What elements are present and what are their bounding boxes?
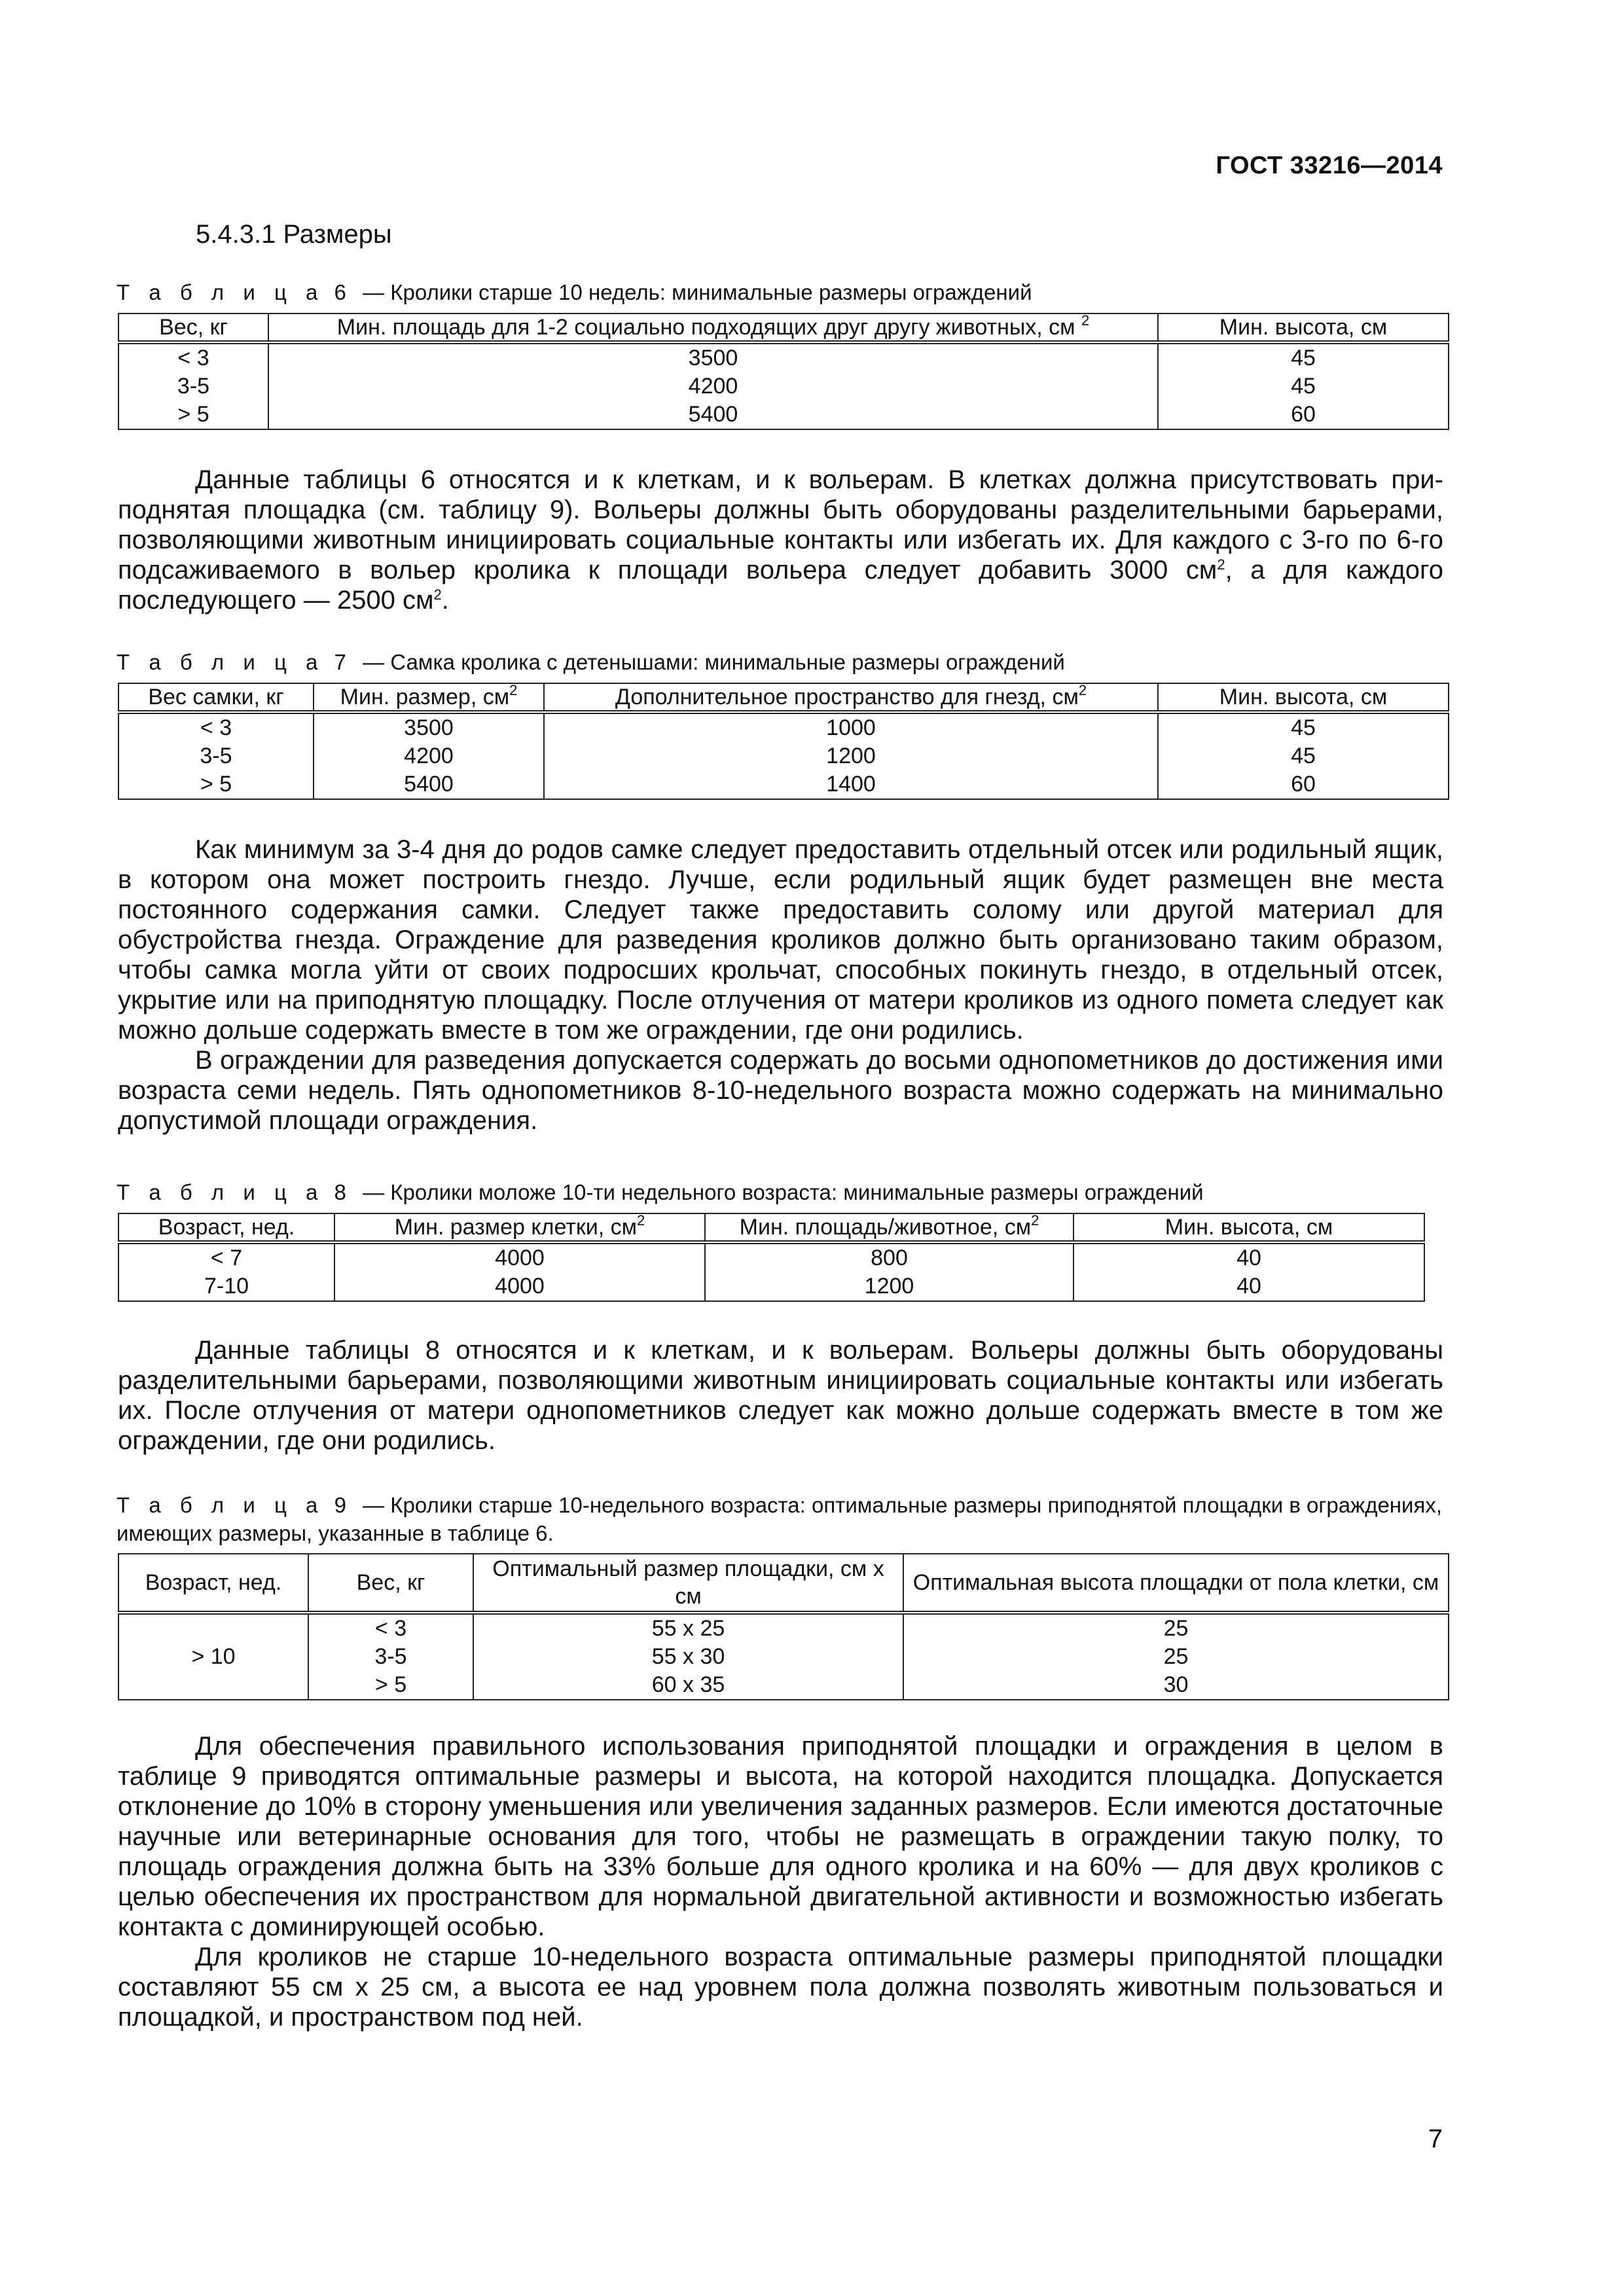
table-cell: 3500 xyxy=(268,342,1158,372)
table-row xyxy=(118,1613,1449,1643)
superscript: 2 xyxy=(1031,1212,1039,1229)
table6-label: Т а б л и ц а xyxy=(117,280,325,304)
table-cell: 1000 xyxy=(544,712,1158,742)
table-header-row xyxy=(118,683,1449,712)
paragraph-text-mid: , а для каждого последующего — 2500 см xyxy=(118,556,1444,615)
table-cell: 3-5 xyxy=(118,742,314,770)
paragraph-text: Данные таблицы 8 относятся и к клеткам, и к вольерам. Вольеры должны быть оборудованы разделительными барьерами, позволяющими животным инициировать социальные контакты или избегать их. После отлучения от матери однопометников следует как можно дольше содержать вместе в том же ограждении, где они родились. xyxy=(118,1336,1443,1455)
table-cell: 40 xyxy=(1074,1272,1424,1301)
superscript: 2 xyxy=(433,586,442,603)
table-cell: 5400 xyxy=(314,770,544,799)
table-cell: 60 xyxy=(1158,401,1449,429)
table-cell: 3-5 xyxy=(308,1643,473,1671)
table-header-row xyxy=(118,314,1449,342)
paragraph-3 xyxy=(118,1335,1443,1456)
table-header-cell: Оптимальный размер площадки, см х см xyxy=(473,1554,903,1613)
table-header-cell: Возраст, нед. xyxy=(118,1213,334,1242)
table-header-text: Мин. площадь/животное, см xyxy=(739,1215,1032,1240)
table-header-text: Мин. размер клетки, см xyxy=(394,1215,637,1240)
table-header-cell xyxy=(334,1213,705,1242)
table8 xyxy=(118,1213,1425,1302)
table-cell: > 5 xyxy=(308,1671,473,1700)
table9-label: Т а б л и ц а xyxy=(117,1493,325,1517)
table-cell: 45 xyxy=(1158,712,1449,742)
paragraph-text-end: . xyxy=(441,586,449,615)
table8-label: Т а б л и ц а xyxy=(117,1180,325,1204)
paragraph-text: Как минимум за 3-4 дня до родов самке следует предоставить отдельный отсек или родильный ящик, в котором она может построить гнездо. Лучше, если родильный ящик будет размещен вне места постоянного содержания самки. Следует также предоставить солому или другой материал для обустройства гнезда. Ограждение для разведения кроликов должно быть организовано таким образом, чтобы самка могла уйти от своих подросших крольчат, способных покинуть гнездо, в отдельный отсек, укрытие или на приподнятую площадку. После отлучения от матери кроликов из одного помета следует как можно дольше содержать вместе в том же ограждении, где они родились. xyxy=(118,835,1443,1045)
table9-title: — Кролики старше 10-недельного возраста: оптимальные размеры приподнятой площадки в ограждениях, имеющих размеры, указанные в таблице 6. xyxy=(117,1493,1442,1545)
table-header-cell: Вес, кг xyxy=(308,1554,473,1613)
paragraph-text-start: Данные таблицы 6 относятся и к клеткам, и к вольерам. В клетках должна присутствовать приподнятая площадка (см. таблицу 9). Вольеры должны быть оборудованы разделительными барьерами, позволяющими животным инициировать социальные контакты или избегать их. Для каждого с 3-го по 6-го подсаживаемого в вольер кролика к площади вольера следует добавить 3000 см xyxy=(118,465,1443,584)
table-header-cell xyxy=(268,314,1158,342)
table-cell: 4200 xyxy=(268,372,1158,401)
table-header-text: Дополнительное пространство для гнезд, см xyxy=(615,685,1079,709)
table-cell: 1200 xyxy=(705,1272,1074,1301)
table-header-cell xyxy=(705,1213,1074,1242)
table-cell: 40 xyxy=(1074,1242,1424,1272)
table6-number: 6 xyxy=(334,280,353,304)
table-header-cell xyxy=(314,683,544,712)
table-row xyxy=(118,401,1449,429)
table-row xyxy=(118,342,1449,372)
table-row xyxy=(118,1242,1424,1272)
table-row xyxy=(118,712,1449,742)
page-number: 7 xyxy=(1428,2125,1443,2153)
table-cell: 3500 xyxy=(314,712,544,742)
paragraph-text: Для кроликов не старше 10-недельного возраста оптимальные размеры приподнятой площадки составляют 55 см х 25 см, а высота ее над уровнем пола должна позволять животным пользоваться и площадкой, и пространством под ней. xyxy=(118,1943,1443,2032)
paragraph-text: Для обеспечения правильного использования приподнятой площадки и ограждения в целом в таблице 9 приводятся оптимальные размеры и высота, на которой находится площадка. Допускается отклонение до 10% в сторону уменьшения или увеличения заданных размеров. Если имеются достаточные научные или ветеринарные основания для того, чтобы не размещать в ограждении такую полку, то площадь ограждения должна быть на 33% больше для одного кролика и на 60% — для двух кроликов с целью обеспечения их пространством для нормальной двигательной активности и возможностью избегать контакта с доминирующей особью. xyxy=(118,1732,1443,1941)
table-header-row xyxy=(118,1213,1424,1242)
superscript: 2 xyxy=(636,1212,645,1229)
table-row xyxy=(118,372,1449,401)
table-cell: < 3 xyxy=(118,712,314,742)
table-header-text: Мин. размер, см xyxy=(340,685,510,709)
table-cell: 5400 xyxy=(268,401,1158,429)
table-header-cell: Мин. высота, см xyxy=(1158,683,1449,712)
superscript: 2 xyxy=(1078,682,1087,698)
table-cell: 60 xyxy=(1158,770,1449,799)
table7-label: Т а б л и ц а xyxy=(117,650,325,674)
table-cell: < 3 xyxy=(308,1613,473,1643)
table8-number: 8 xyxy=(334,1180,353,1204)
table-cell: 45 xyxy=(1158,372,1449,401)
table-cell: > 5 xyxy=(118,401,268,429)
table6-title: — Кролики старше 10 недель: минимальные размеры ограждений xyxy=(363,280,1032,304)
table-cell: 4000 xyxy=(334,1242,705,1272)
table-cell: < 3 xyxy=(118,342,268,372)
table-cell: 25 xyxy=(903,1613,1449,1643)
table-header-cell xyxy=(544,683,1158,712)
table-cell: 4200 xyxy=(314,742,544,770)
table6 xyxy=(118,313,1449,430)
table-header-cell: Оптимальная высота площадки от пола клетки, см xyxy=(903,1554,1449,1613)
table-header-cell: Мин. высота, см xyxy=(1074,1213,1424,1242)
table-cell: 60 х 35 xyxy=(473,1671,903,1700)
table-header-row xyxy=(118,1554,1449,1613)
table7-caption xyxy=(117,648,1065,676)
table-cell: 7-10 xyxy=(118,1272,334,1301)
paragraph-1 xyxy=(118,465,1443,615)
superscript: 2 xyxy=(509,682,518,698)
table-cell: 4000 xyxy=(334,1272,705,1301)
table-cell: 1200 xyxy=(544,742,1158,770)
section-title: 5.4.3.1 Размеры xyxy=(196,220,392,249)
table-cell: 45 xyxy=(1158,742,1449,770)
table-header-cell: Мин. высота, см xyxy=(1158,314,1449,342)
table-row xyxy=(118,1671,1449,1700)
table6-caption xyxy=(117,278,1032,306)
table-row xyxy=(118,742,1449,770)
table9-number: 9 xyxy=(334,1493,353,1517)
table7-title: — Самка кролика с детенышами: минимальные размеры ограждений xyxy=(363,650,1065,674)
table-cell: 3-5 xyxy=(118,372,268,401)
table-header-cell: Возраст, нед. xyxy=(118,1554,308,1613)
table-cell: 30 xyxy=(903,1671,1449,1700)
superscript: 2 xyxy=(1081,312,1090,329)
table-header-cell: Вес, кг xyxy=(118,314,268,342)
table-cell: > 5 xyxy=(118,770,314,799)
table-cell-age: > 10 xyxy=(118,1613,308,1700)
table-cell: 55 х 30 xyxy=(473,1643,903,1671)
table-row xyxy=(118,1643,1449,1671)
table-cell: 45 xyxy=(1158,342,1449,372)
table8-title: — Кролики моложе 10-ти недельного возраста: минимальные размеры ограждений xyxy=(363,1180,1204,1204)
table-row xyxy=(118,770,1449,799)
standard-header: ГОСТ 33216—2014 xyxy=(1216,152,1443,179)
paragraph-2 xyxy=(118,834,1443,1136)
table7 xyxy=(118,683,1449,800)
table7-number: 7 xyxy=(334,650,353,674)
table-row xyxy=(118,1272,1424,1301)
table-cell: 800 xyxy=(705,1242,1074,1272)
table9 xyxy=(118,1553,1449,1700)
table8-caption xyxy=(117,1178,1204,1206)
paragraph-4 xyxy=(118,1731,1443,2032)
superscript: 2 xyxy=(1217,556,1225,573)
table-cell: < 7 xyxy=(118,1242,334,1272)
paragraph-text xyxy=(118,465,1443,615)
table-cell: 25 xyxy=(903,1643,1449,1671)
table-header-cell: Вес самки, кг xyxy=(118,683,314,712)
table-cell: 1400 xyxy=(544,770,1158,799)
table-header-text: Мин. площадь для 1-2 социально подходящих друг другу животных, см xyxy=(336,315,1075,340)
paragraph-text: В ограждении для разведения допускается содержать до восьми однопометников до достижения ими возраста семи недель. Пять однопометников 8-10-недельного возраста можно содержать на минимально допустимой площади ограждения. xyxy=(118,1046,1443,1135)
table-cell: 55 х 25 xyxy=(473,1613,903,1643)
table9-caption xyxy=(117,1491,1442,1547)
